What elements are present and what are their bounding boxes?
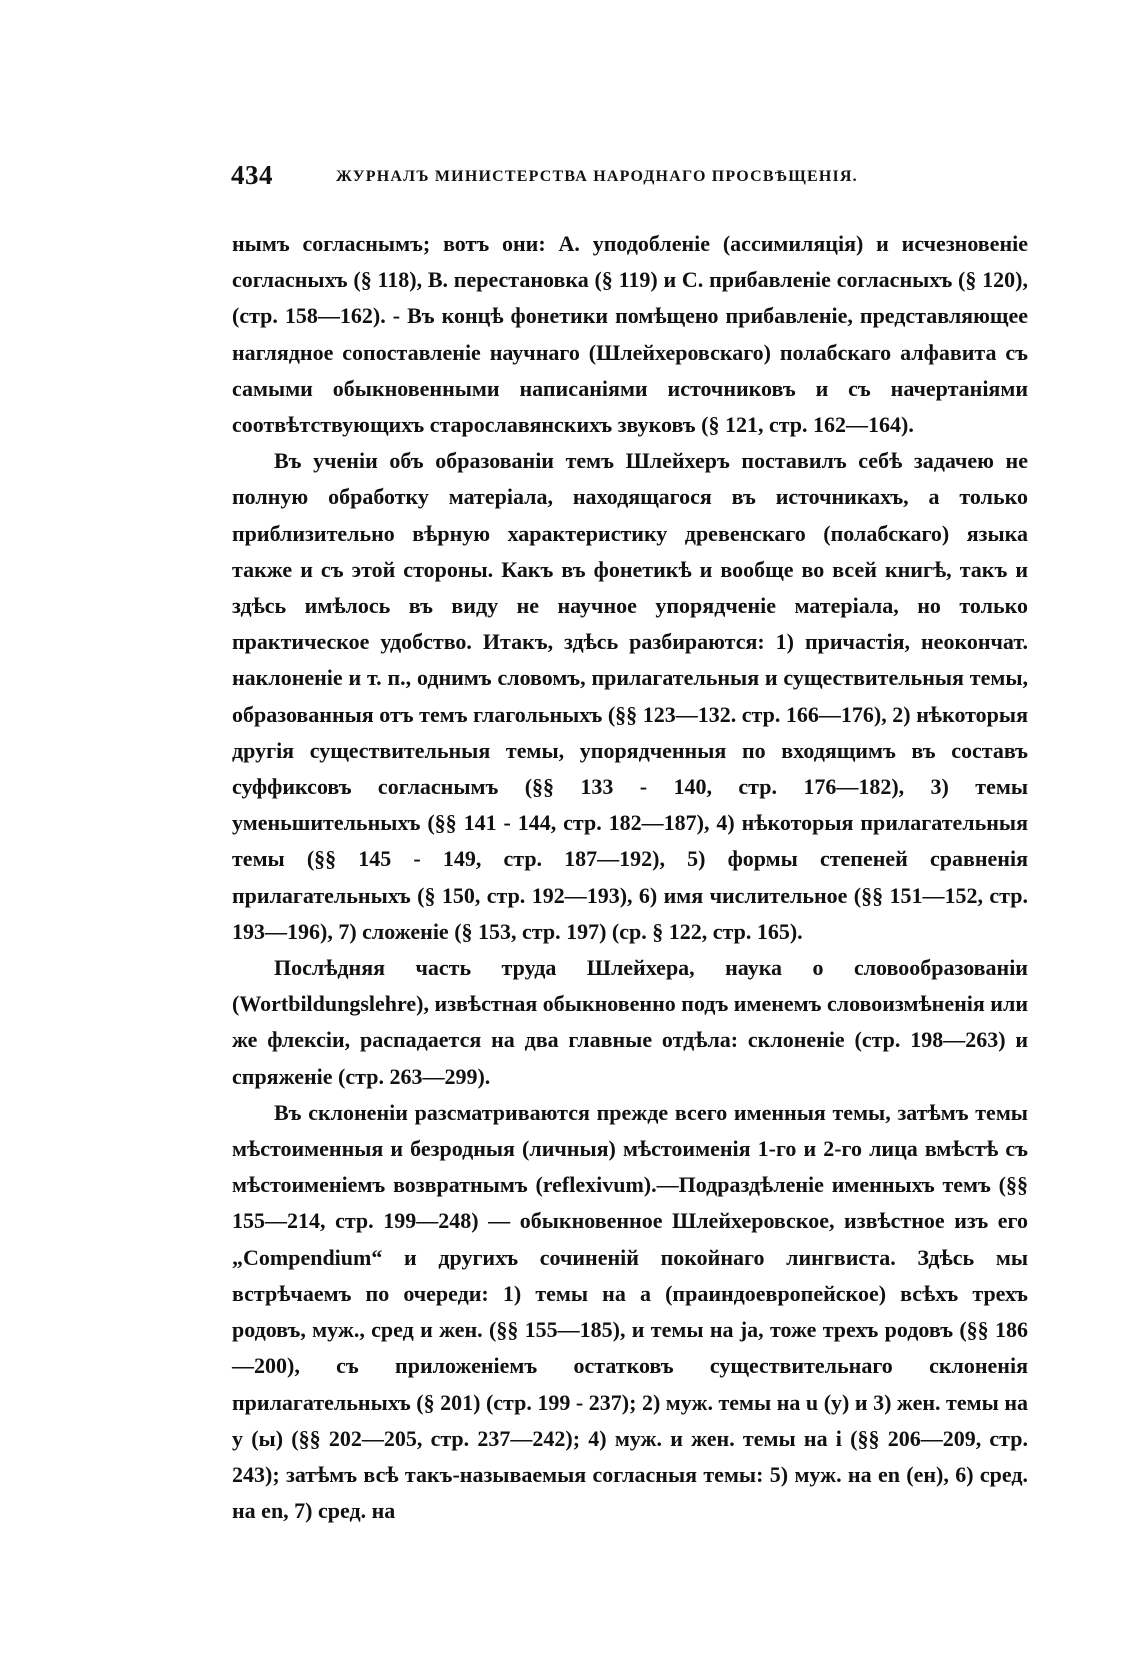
body-text [232, 226, 1028, 1529]
page-number: 434 [231, 160, 273, 190]
running-head [231, 160, 1031, 200]
paragraph-declension: Въ склоненіи разсматриваются прежде всего именныя темы, затѣмъ темы мѣстоименныя и безродныя (личныя) мѣстоименія 1-го и 2-го лица вмѣстѣ съ мѣстоименіемъ возвратнымъ (reflexivum).—Подраздѣленіе именныхъ темъ (§§ 155—214, стр. 199—248) — обыкновенное Шлейхеровское, извѣстное изъ его „Compendium“ и другихъ сочиненій покойнаго лингвиста. Здѣсь мы встрѣчаемъ по очереди: 1) темы на a (праиндоевропейское) всѣхъ трехъ родовъ, муж., сред и жен. (§§ 155—185), и темы на ja, тоже трехъ родовъ (§§ 186—200), съ приложеніемъ остатковъ существительнаго склоненія прилагательныхъ (§ 201) (стр. 199 - 237); 2) муж. темы на u (у) и 3) жен. темы на y (ы) (§§ 202—205, стр. 237—242); 4) муж. и жен. темы на i (§§ 206—209, стр. 243); затѣмъ всѣ такъ-называемыя согласныя темы: 5) муж. на en (ен), 6) сред. на en, 7) сред. на [232, 1099, 1028, 1524]
paragraph-stem-formation: Въ ученіи объ образованіи темъ Шлейхеръ поставилъ себѣ задачею не полную обработку матеріала, находящагося въ источникахъ, а только приблизительно вѣрную характеристику древенскаго (полабскаго) языка также и съ этой стороны. Какъ въ фонетикѣ и вообще во всей книгѣ, такъ и здѣсь имѣлось въ виду не научное упорядченіе матеріала, но только практическое удобство. Итакъ, здѣсь разбираются: 1) причастія, неокончат. наклоненіе и т. п., однимъ словомъ, прилагательныя и существительныя темы, образованныя отъ темъ глагольныхъ (§§ 123—132. стр. 166—176), 2) нѣкоторыя другія существительныя темы, упорядченныя по входящимъ въ составъ суффиксовъ согласнымъ (§§ 133 - 140, стр. 176—182), 3) темы уменьшительныхъ (§§ 141 - 144, стр. 182—187), 4) нѣкоторыя прилагательныя темы (§§ 145 - 149, стр. 187—192), 5) формы степеней сравненія прилагательныхъ (§ 150, стр. 192—193), 6) имя числительное (§§ 151—152, стр. 193—196), 7) сложеніе (§ 153, стр. 197) (ср. § 122, стр. 165). [232, 448, 1028, 944]
paragraph-word-formation: Послѣдняя часть труда Шлейхера, наука о словообразованіи (Wortbildungslehre), извѣстная обыкновенно подъ именемъ словоизмѣненія или же флексіи, распадается на два главные отдѣла: склоненіе (стр. 198—263) и спряженіе (стр. 263—299). [232, 955, 1028, 1089]
journal-title: ЖУРНАЛЪ МИНИСТЕРСТВА НАРОДНАГО ПРОСВѢЩЕНІЯ. [336, 168, 858, 185]
paragraph-phonetics-continuation: нымъ согласнымъ; вотъ они: А. уподобленіе (ассимиляція) и исчезновеніе согласныхъ (§ 118), В. перестановка (§ 119) и С. прибавленіе согласныхъ (§ 120), (стр. 158—162). - Въ концѣ фонетики помѣщено прибавленіе, представляющее наглядное сопоставленіе научнаго (Шлейхеровскаго) полабскаго алфавита съ самыми обыкновенными написаніями источниковъ и съ начертаніями соотвѣтствующихъ старославянскихъ звуковъ (§ 121, стр. 162—164). [232, 231, 1028, 438]
